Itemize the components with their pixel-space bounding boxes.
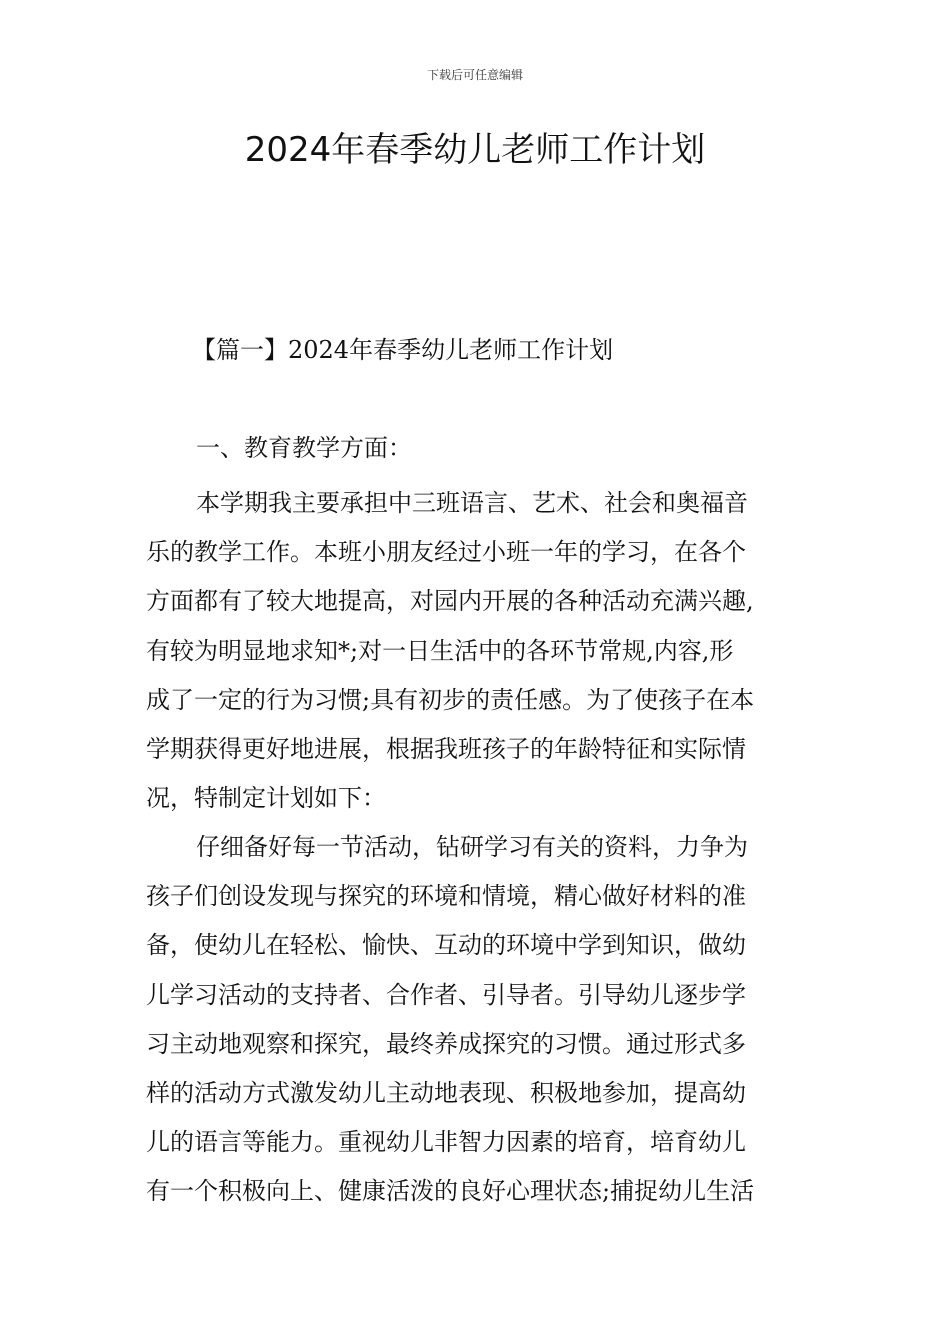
paragraph-line: 儿的语言等能力。重视幼儿非智力因素的培育，培育幼儿 [146,1128,746,1157]
paragraph-line: 乐的教学工作。本班小朋友经过小班一年的学习，在各个 [146,538,746,567]
paragraph-line: 有一个积极向上、健康活泼的良好心理状态;捕捉幼儿生活 [146,1177,755,1206]
paragraph-line: 备，使幼儿在轻松、愉快、互动的环境中学到知识，做幼 [146,931,746,960]
paragraph-line: 本学期我主要承担中三班语言、艺术、社会和奥福音 [196,489,748,517]
paragraph-line: 有较为明显地求知*;对一日生活中的各环节常规,内容,形 [146,636,734,665]
paragraph-line: 习主动地观察和探究，最终养成探究的习惯。通过形式多 [146,1029,746,1058]
paragraph-line: 方面都有了较大地提高，对园内开展的各种活动充满兴趣, [146,587,754,616]
heading-education: 一、教育教学方面： [196,434,412,462]
header-note: 下载后可任意编辑 [426,68,523,82]
paragraph-line: 成了一定的行为习惯;具有初步的责任感。为了使孩子在本 [146,685,755,714]
paragraph-line: 仔细备好每一节活动，钻研学习有关的资料，力争为 [196,833,748,861]
paragraph-line: 儿学习活动的支持者、合作者、引导者。引导幼儿逐步学 [146,980,746,1009]
document-title: 2024年春季幼儿老师工作计划 [244,130,706,170]
paragraph-1 [146,479,806,823]
paragraph-line: 况，特制定计划如下： [146,784,386,813]
paragraph-line: 样的活动方式激发幼儿主动地表现、积极地参加，提高幼 [146,1079,746,1108]
paragraph-line: 孩子们创设发现与探究的环境和情境，精心做好材料的准 [146,882,746,911]
paragraph-2 [146,823,806,1217]
paragraph-line: 学期获得更好地进展，根据我班孩子的年龄特征和实际情 [146,735,746,764]
section-title: 【篇一】2024年春季幼儿老师工作计划 [192,336,614,364]
